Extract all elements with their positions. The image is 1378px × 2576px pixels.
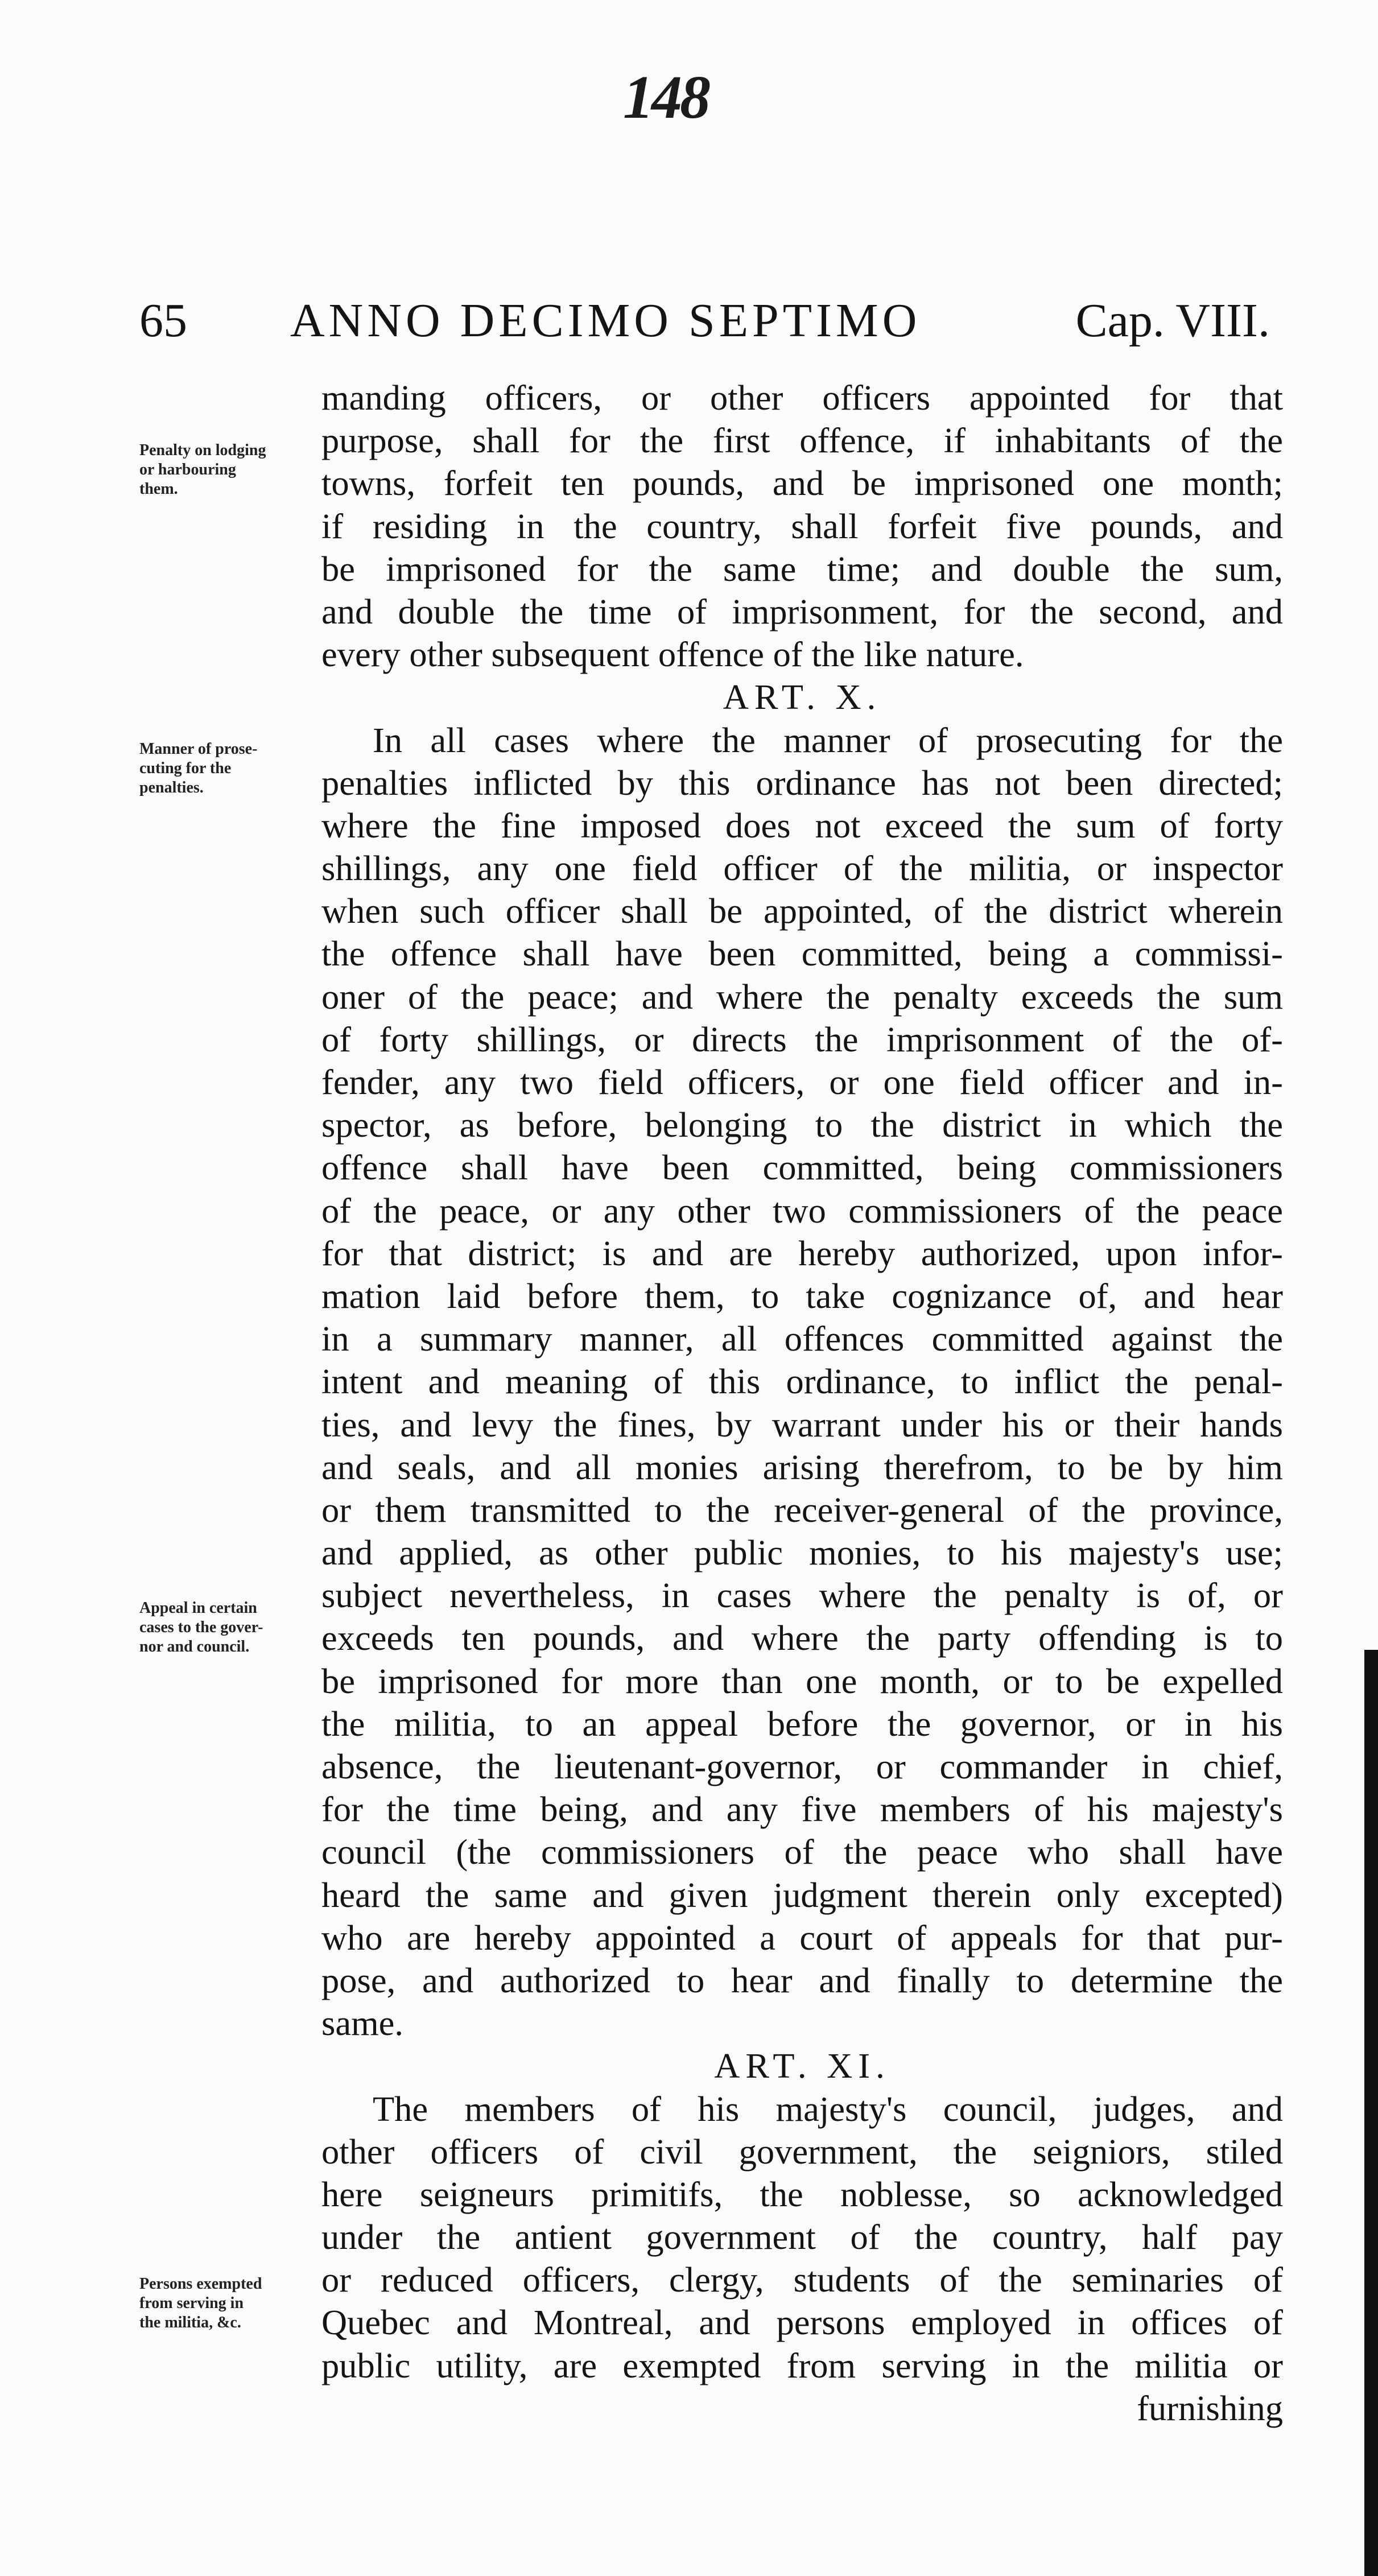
text-line: purpose, shall for the first offence, if inhabitants of the [321,420,1283,461]
text-line: and applied, as other public monies, to his majesty's use; [321,1533,1283,1573]
marginal-line: them. [139,480,178,498]
text-line: in a summary manner, all offences committed against the [321,1319,1283,1359]
text-line: In all cases where the manner of prosecuting for the [373,720,1283,760]
header-page-number: 65 [139,294,187,347]
header-chapter: Cap. VIII. [1075,294,1270,347]
text-line: manding officers, or other officers appointed for that [321,378,1283,418]
marginal-line: Manner of prose- [139,740,258,758]
text-line: every other subsequent offence of the like nature. [321,634,1024,675]
text-line: other officers of civil government, the seigniors, stiled [321,2131,1283,2172]
text-line: be imprisoned for the same time; and double the sum, [321,548,1283,589]
text-line: heard the same and given judgment therein only excepted) [321,1875,1283,1915]
marginal-line: from serving in [139,2294,244,2312]
scan-edge-shadow [1364,1650,1378,2576]
text-line: same. [321,2003,404,2044]
marginal-note-manner-of-prosecuting [139,740,324,798]
text-line: offence shall have been committed, being commissioners [321,1147,1283,1188]
marginal-line: the militia, &c. [139,2314,241,2331]
header-title: ANNO DECIMO SEPTIMO [290,294,921,347]
text-line: mation laid before them, to take cognizance of, and hear [321,1275,1283,1316]
text-line: exceeds ten pounds, and where the party offending is to [321,1618,1283,1658]
text-line: subject nevertheless, in cases where the penalty is of, or [321,1575,1283,1616]
text-line: penalties inflicted by this ordinance has not been directed; [321,762,1283,803]
text-line: or reduced officers, clergy, students of the seminaries of [321,2260,1283,2300]
text-line: and seals, and all monies arising therefrom, to be by him [321,1447,1283,1487]
text-line: intent and meaning of this ordinance, to inflict the penal- [321,1361,1283,1402]
text-line: The members of his majesty's council, judges, and [373,2088,1283,2129]
text-line: Quebec and Montreal, and persons employed in offices of [321,2302,1283,2343]
text-line: be imprisoned for more than one month, or to be expelled [321,1661,1283,1701]
marginal-note-appeal [139,1599,324,1657]
marginal-line: Persons exempted [139,2275,262,2293]
body-text [321,377,1283,2430]
text-line: for that district; is and are hereby authorized, upon infor- [321,1233,1283,1273]
text-line: the offence shall have been committed, being a commissi- [321,934,1283,974]
marginal-line: nor and council. [139,1638,250,1656]
text-line: towns, forfeit ten pounds, and be imprisoned one month; [321,463,1283,503]
marginal-note-persons-exempted [139,2274,324,2333]
text-line: the militia, to an appeal before the governor, or in his [321,1703,1283,1744]
catchword: furnishing [1137,2388,1283,2428]
marginal-line: Penalty on lodging [139,441,266,459]
text-line: of forty shillings, or directs the imprisonment of the of- [321,1019,1283,1059]
handwritten-page-number: 148 [623,64,708,131]
marginal-line: Appeal in certain [139,1599,257,1617]
marginal-line: cases to the gover- [139,1619,263,1636]
article-heading: ART. X. [723,677,882,717]
text-line: here seigneurs primitifs, the noblesse, so acknowledged [321,2174,1283,2214]
text-line: pose, and authorized to hear and finally to determine the [321,1960,1283,2000]
text-line: ties, and levy the fines, by warrant under his or their hands [321,1404,1283,1444]
text-line: shillings, any one field officer of the militia, or inspector [321,848,1283,889]
marginal-note-penalty-lodging [139,441,324,499]
text-line: under the antient government of the country, half pay [321,2217,1283,2257]
marginal-line: or harbouring [139,461,236,478]
text-line: for the time being, and any five members of his majesty's [321,1789,1283,1830]
marginal-line: penalties. [139,779,204,796]
marginal-line: cuting for the [139,759,232,777]
text-line: oner of the peace; and where the penalty exceeds the sum [321,976,1283,1017]
text-line: if residing in the country, shall forfeit five pounds, and [321,506,1283,546]
text-line: council (the commissioners of the peace who shall have [321,1832,1283,1872]
article-heading: ART. XI. [714,2046,890,2086]
text-line: fender, any two field officers, or one field officer and in- [321,1062,1283,1102]
text-line: who are hereby appointed a court of appeals for that pur- [321,1917,1283,1958]
text-line: where the fine imposed does not exceed the sum of forty [321,805,1283,845]
text-line: absence, the lieutenant-governor, or commander in chief, [321,1747,1283,1786]
text-line: or them transmitted to the receiver-general of the province, [321,1489,1283,1530]
text-line: when such officer shall be appointed, of the district wherein [321,891,1283,931]
text-line: and double the time of imprisonment, for the second, and [321,591,1283,631]
text-line: spector, as before, belonging to the district in which the [321,1105,1283,1145]
running-header [139,293,1270,356]
text-line: of the peace, or any other two commissioners of the peace [321,1190,1283,1231]
text-line: public utility, are exempted from serving in the militia or [321,2345,1283,2385]
